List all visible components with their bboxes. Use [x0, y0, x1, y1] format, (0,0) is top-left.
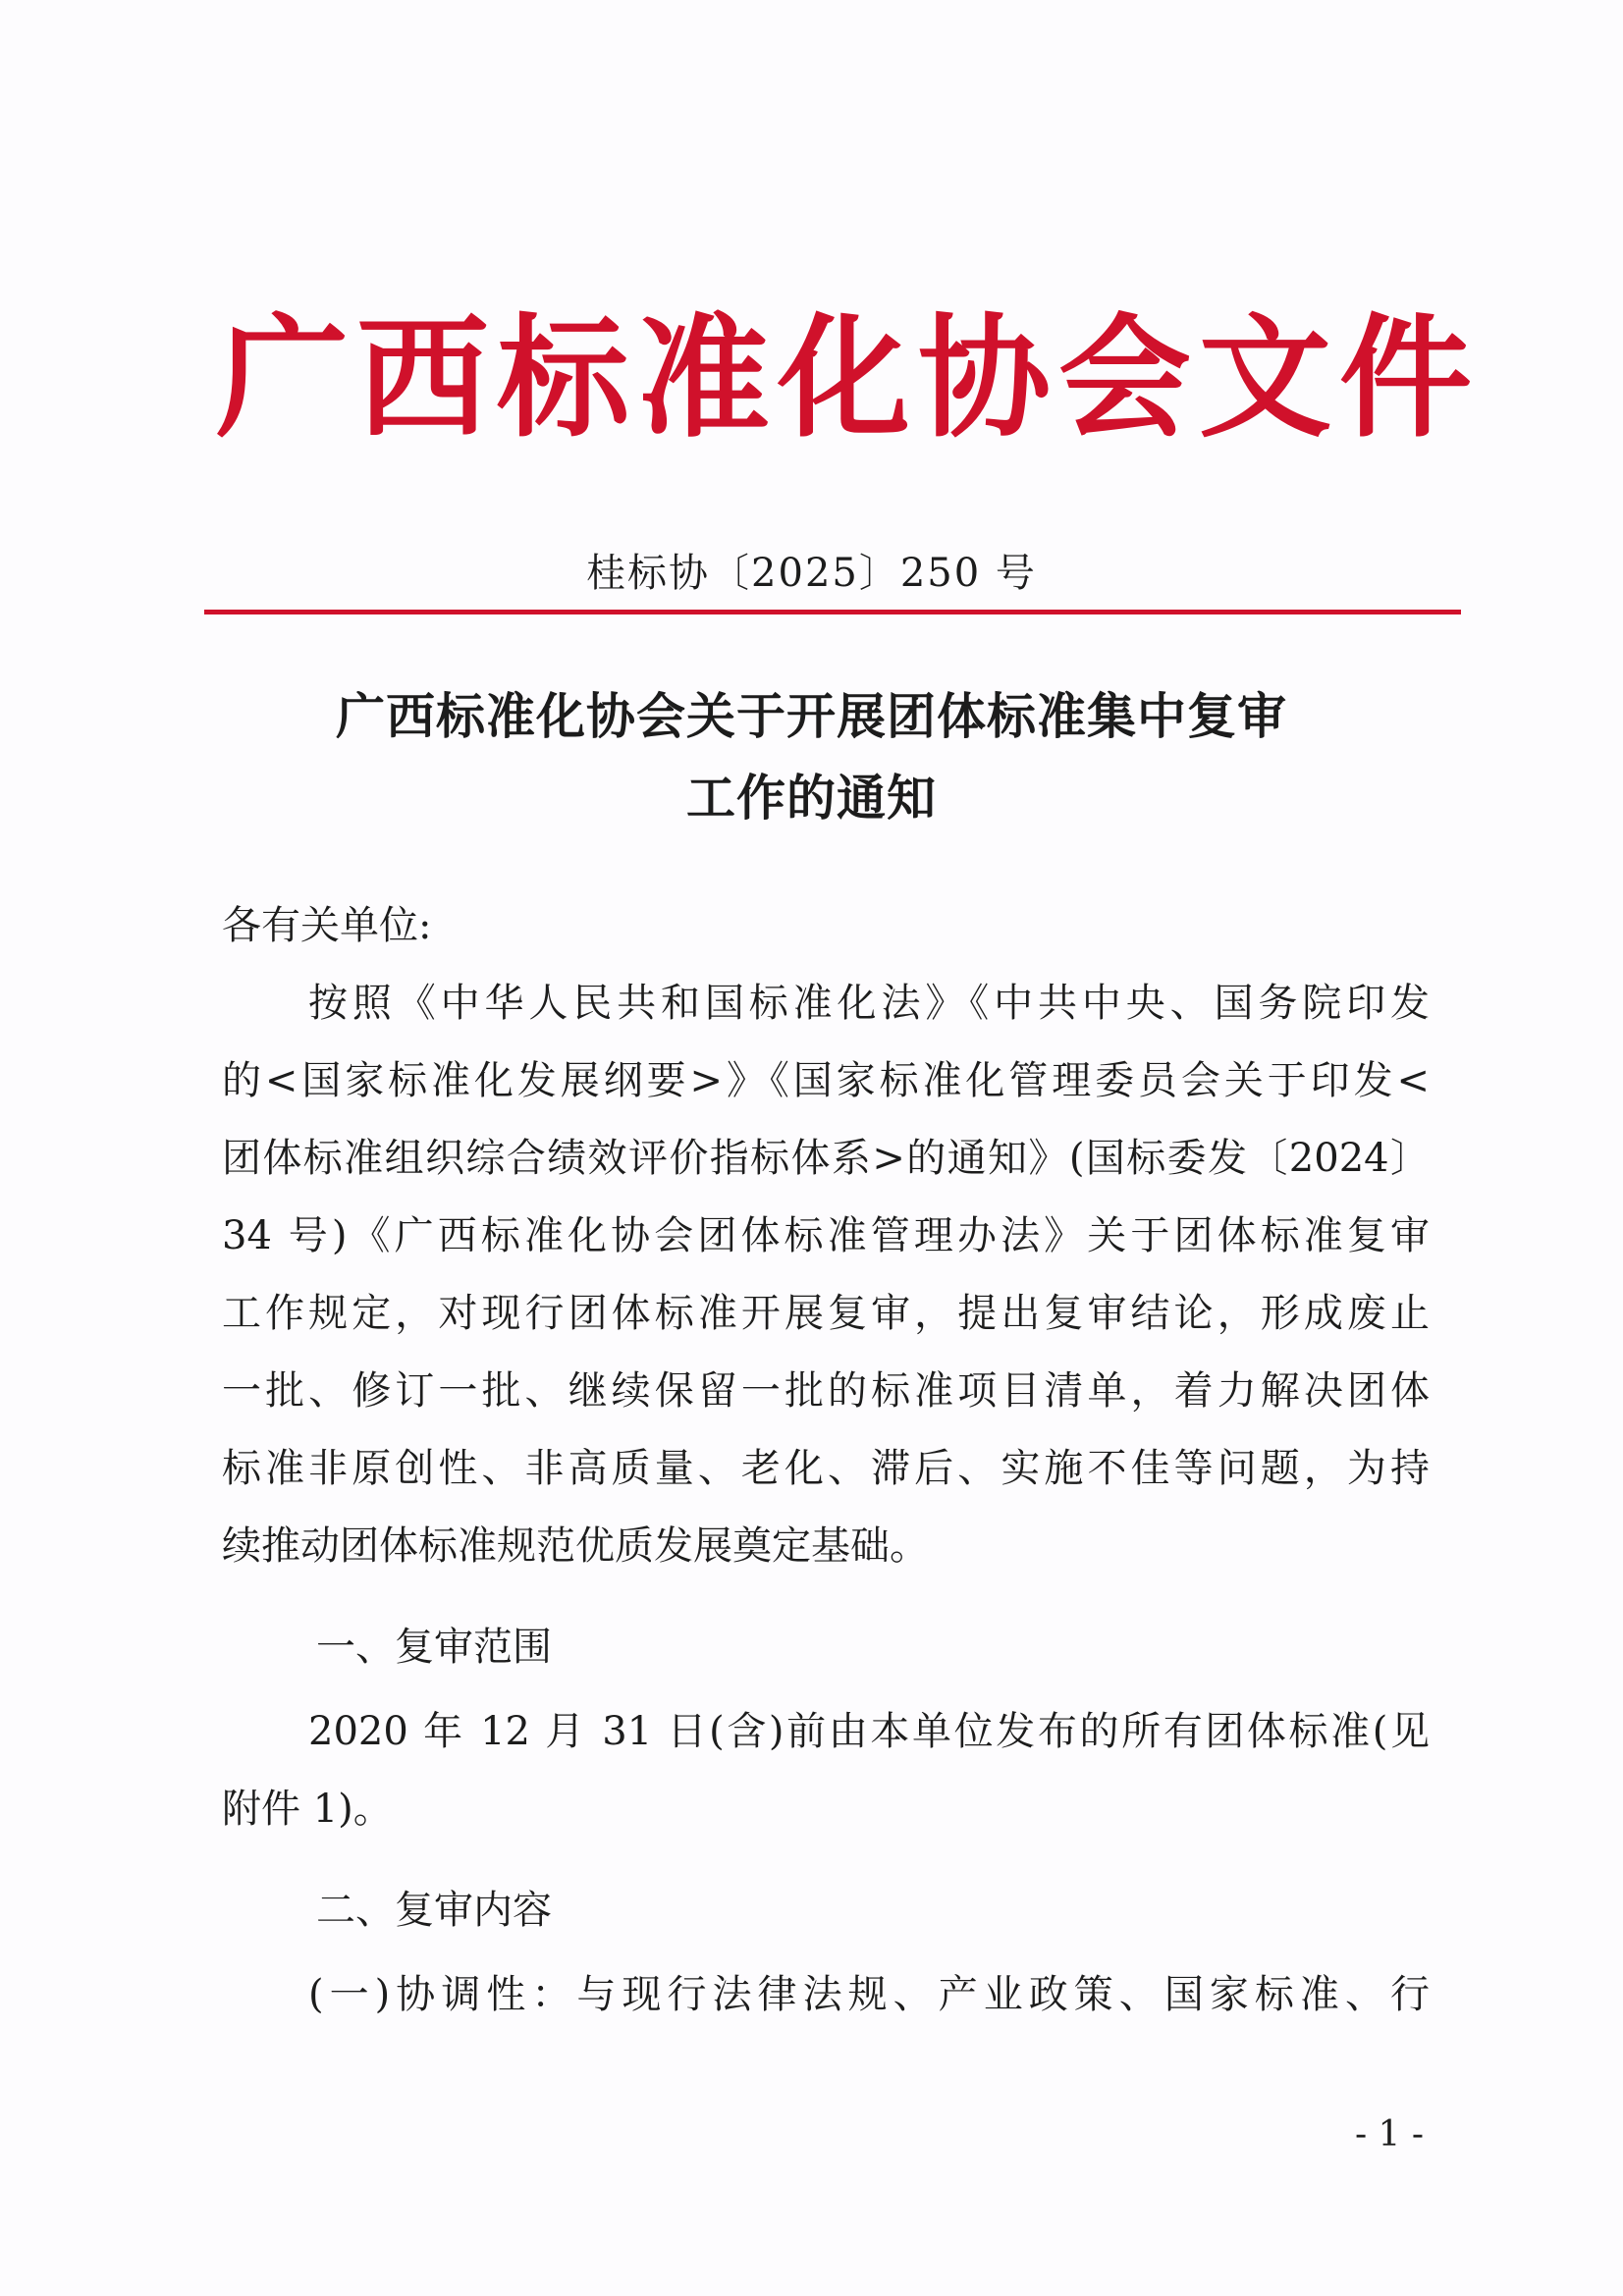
spacer — [222, 1848, 1430, 1864]
section-heading-scope: 一、复审范围 — [316, 1625, 552, 1670]
salutation: 各有关单位: — [222, 903, 432, 948]
notice-title-line-2: 工作的通知 — [686, 769, 937, 827]
paragraph-line: 一批、修订一批、继续保留一批的标准项目清单，着力解决团体 — [222, 1368, 1430, 1414]
page-number: - 1 - — [1354, 2114, 1425, 2155]
notice-body — [222, 887, 1430, 2034]
notice-title — [196, 675, 1427, 838]
paragraph-line: 团体标准组织综合绩效评价指标体系>的通知》(国标委发〔2024〕 — [222, 1136, 1430, 1181]
paragraph-line: (一)协调性：与现行法律法规、产业政策、国家标准、行 — [308, 1972, 1430, 2017]
document-number: 桂标协〔2025〕250 号 — [586, 551, 1037, 596]
red-divider-line — [204, 610, 1461, 614]
spacer — [222, 1585, 1430, 1601]
masthead-title: 广西标准化协会文件 — [216, 299, 1480, 455]
paragraph-line: 附件 1)。 — [222, 1787, 393, 1832]
paragraph-line: 标准非原创性、非高质量、老化、滞后、实施不佳等问题，为持 — [222, 1446, 1430, 1491]
notice-title-line-1: 广西标准化协会关于开展团体标准集中复审 — [336, 687, 1287, 745]
paragraph-line: 34 号)《广西标准化协会团体标准管理办法》关于团体标准复审 — [222, 1213, 1430, 1258]
paragraph-line: 2020 年 12 月 31 日(含)前由本单位发布的所有团体标准(见 — [308, 1709, 1430, 1754]
paragraph-line: 按照《中华人民共和国标准化法》《中共中央、国务院印发 — [308, 981, 1430, 1026]
section-heading-content: 二、复审内容 — [316, 1888, 552, 1933]
paragraph-line: 工作规定，对现行团体标准开展复审，提出复审结论，形成废止 — [222, 1291, 1430, 1336]
paragraph-line: 续推动团体标准规范优质发展奠定基础。 — [222, 1523, 929, 1569]
paragraph-line: 的<国家标准化发展纲要>》《国家标准化管理委员会关于印发< — [222, 1058, 1430, 1103]
